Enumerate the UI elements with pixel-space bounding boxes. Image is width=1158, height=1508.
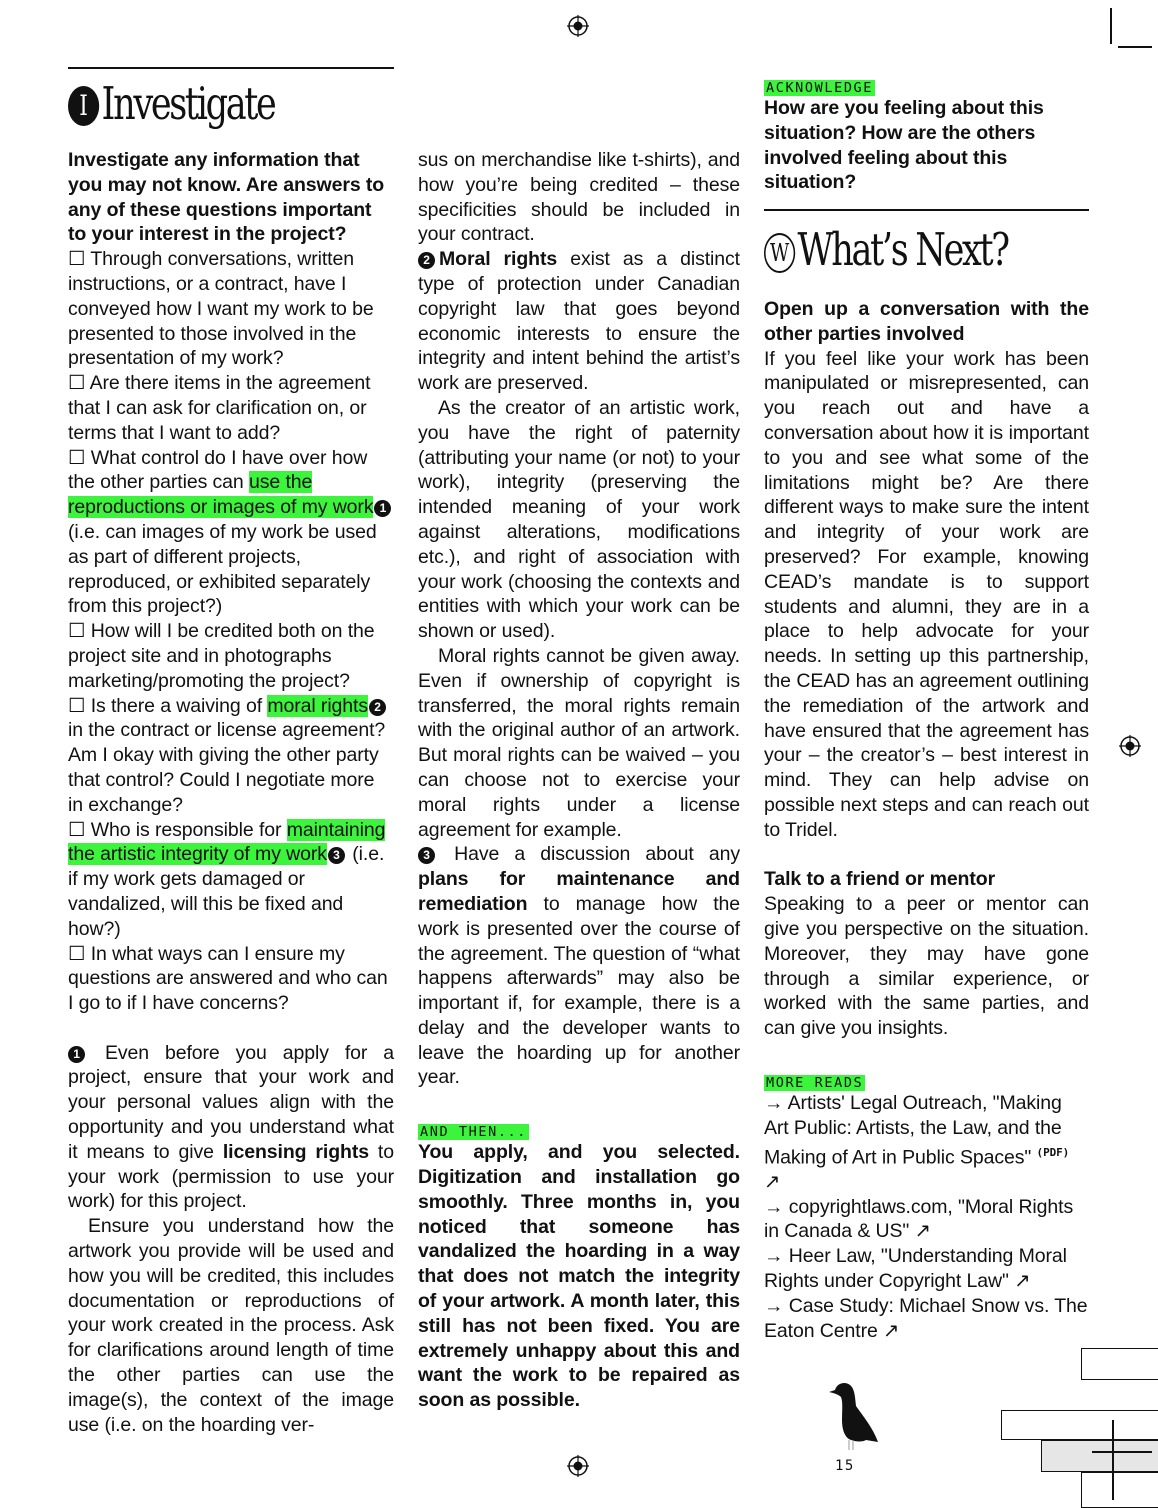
intro-text: Investigate any information that you may not know. Are answers to any of these questions important to your interest in the project? [68, 149, 385, 246]
numeral-badge-icon: W [764, 233, 795, 273]
checklist-item: ☐ How will I be credited both on the project site and in photographs marketing/promoting the project? [68, 620, 375, 692]
footnote-marker: 3 [418, 847, 435, 864]
section-title-text: What’s Next? [797, 223, 1008, 276]
decorative-box [1041, 1440, 1158, 1472]
reading-link[interactable]: → copyrightlaws.com, "Moral Rights in Canada & US" ↗ [764, 1195, 1074, 1243]
right-column [764, 76, 1089, 195]
middle-column [418, 148, 740, 1413]
checklist-item: ☐ Through conversations, written instructions, or a contract, have I conveyed how I want my work to be presented to those involved in the presentation of my work? [68, 248, 374, 370]
note-paragraph: Ensure you understand how the artwork you provide will be used and how you will be credited, this includes documentation or reproductions of your work created in the process. Ask for clarifications around length of time the other parties can use the image(s), the context of the image use (i.e. on the hoarding ver- [68, 1215, 394, 1436]
decorative-box [1081, 1348, 1158, 1380]
body-paragraph: If you feel like your work has been manipulated or misrepresented, can you reach out and have a conversation about how it is important to you and see what some of the limitations might be? Are there different ways to make sure the intent and integrity of your work are preserved? For example, knowing CEAD’s mandate is to support students and alumni, they are in a place to help advocate for your needs. In setting up this partnership, the CEAD has an agreement outlining the remediation of the artwork and have ensured that the agreement has your – the creator’s – best interest in mind. They can help advise on possible next steps and can reach out to Tridel. [764, 347, 1089, 841]
scenario-text: You apply, and you selected. Digitization and installation go smoothly. Three months in, you noticed that someone has vandalized the hoarding in a way that does not match the integrity of your artwork. A month later, this still has not been fixed. You are extremely unhappy about this and want the work to be repaired as soon as possible. [418, 1141, 740, 1412]
reading-link[interactable]: → Case Study: Michael Snow vs. The Eaton Centre ↗ [764, 1294, 1088, 1342]
bird-logo-icon [823, 1380, 881, 1452]
checklist-item: ☐ What control do I have over how the other parties can use the reproductions or images of my work 1 (i.e. can images of my work be used as part of different projects, reproduced, or exhibited separately from this project?) [68, 446, 394, 620]
body-paragraph: Speaking to a peer or mentor can give you perspective on the situation. Moreover, they may have gone through a similar experience, or worked with the same parties, and can give you insights. [764, 893, 1089, 1040]
reading-link[interactable]: → Heer Law, "Understanding Moral Rights under Copyright Law" ↗ [764, 1245, 1067, 1292]
checklist-item: ☐ Is there a waiving of moral rights 2 in the contract or license agreement? Am I okay with giving the other party that control? Could I negotiate more in exchange? [68, 694, 386, 816]
footnote-marker: 1 [68, 1046, 85, 1063]
left-column [68, 148, 394, 1437]
kicker-label: AND THEN... [420, 1124, 528, 1141]
external-link-icon: ↗ [1014, 1269, 1031, 1292]
note-paragraph: As the creator of an artistic work, you have the right of paternity (attributing your name (or not) to your work), integrity (preserving the intended meaning of your work against alterations, modifications etc.), and right of association with your work (choosing the contexts and entities with which your work can be shown or used). [418, 396, 740, 643]
footnote-marker: 2 [369, 699, 386, 716]
page-number: 15 [835, 1458, 855, 1474]
note-paragraph: 2 Moral rights exist as a distinct type of protection under Canadian copyright law that goes beyond economic interests to ensure the integrity and intent behind the artist’s work are preserved. [418, 248, 740, 395]
subsection-heading: Talk to a friend or mentor [764, 868, 996, 891]
right-column-body [764, 297, 1089, 1343]
section-title-text: Investigate [101, 77, 275, 130]
crop-mark [1110, 8, 1112, 44]
registration-mark-icon [567, 1455, 589, 1477]
decorative-box [1081, 1472, 1158, 1508]
subsection-heading: Open up a conversation with the other parties involved [764, 298, 1089, 345]
highlight: maintaining the artistic integrity of my work [68, 818, 386, 866]
reading-link[interactable]: → Artists' Legal Outreach, "Making Art Public: Artists, the Law, and the Making of Art in Public Spaces" $^{(PDF)}$ ↗ [764, 1091, 1070, 1193]
note-paragraph: 3 Have a discussion about any plans for maintenance and remediation to manage how the work is presented over the course of the agreement. The question of “what happens afterwards” may also be important if, for example, there is a delay and the developer wants to leave the hoarding up for another year. [418, 843, 740, 1089]
section-rule [68, 67, 394, 69]
footnote-marker: 3 [328, 847, 345, 864]
note-paragraph: 1 Even before you apply for a project, ensure that your work and your personal values align with the opportunity and you understand what it means to give licensing rights to your work (permission to use your work) for this project. [68, 1041, 394, 1213]
crop-mark [1092, 1451, 1152, 1453]
checklist-item: ☐ In what ways can I ensure my questions are answered and who can I go to if I have concerns? [68, 942, 388, 1015]
crop-mark [1112, 1420, 1114, 1500]
highlight: use the reproductions or images of my work [68, 471, 374, 519]
acknowledge-text: How are you feeling about this situation? How are the others involved feeling about this situation? [764, 97, 1044, 194]
section-title [68, 76, 274, 132]
external-link-icon: ↗ [914, 1220, 931, 1243]
numeral-badge-icon: I [68, 86, 99, 126]
checklist-item: ☐ Are there items in the agreement that I can ask for clarification on, or terms that I want to add? [68, 372, 371, 444]
footnote-marker: 1 [374, 500, 391, 517]
section-title [764, 222, 1008, 278]
kicker-label: ACKNOWLEDGE [766, 80, 874, 96]
section-rule [764, 209, 1089, 211]
note-paragraph: sus on merchandise like t-shirts), and how you’re being credited – these specificities should be included in your contract. [418, 149, 740, 246]
checklist-item: ☐ Who is responsible for maintaining the artistic integrity of my work 3 (i.e. if my work gets damaged or vandalized, will this be fixed and how?) [68, 818, 386, 940]
decorative-box [1001, 1410, 1158, 1440]
registration-mark-icon [567, 15, 589, 37]
note-paragraph: Moral rights cannot be given away. Even if ownership of copyright is transferred, the moral rights remain with the original author of an artwork. But moral rights can be waived – you can choose not to exercise your moral rights under a license agreement for example. [418, 644, 740, 841]
crop-mark [1118, 46, 1152, 48]
registration-mark-icon [1119, 735, 1141, 757]
kicker-label: MORE READS [766, 1074, 864, 1091]
highlight: moral rights [267, 694, 369, 717]
external-link-icon: ↗ [883, 1319, 900, 1342]
footnote-marker: 2 [418, 252, 435, 269]
external-link-icon: ↗ [764, 1170, 781, 1193]
